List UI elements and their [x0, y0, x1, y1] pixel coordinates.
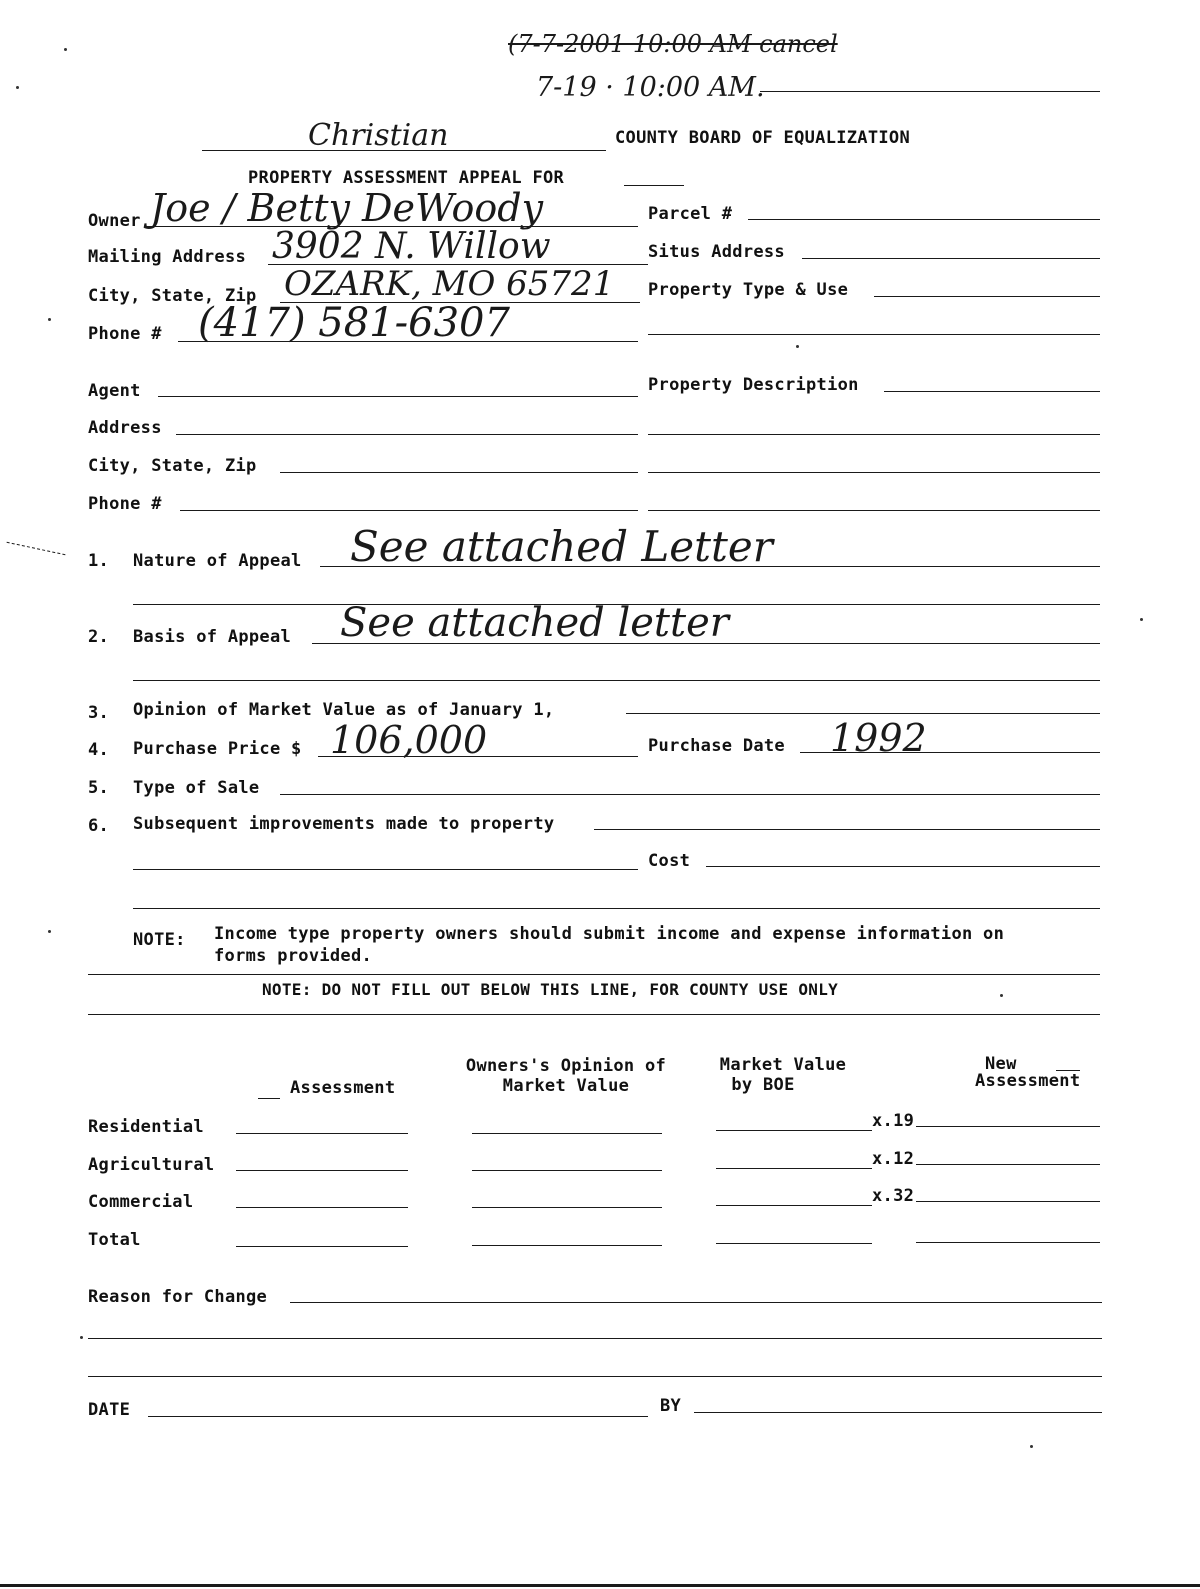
agent-address-line	[176, 434, 638, 435]
agent-line	[158, 396, 638, 397]
note-1-label: NOTE:	[133, 930, 186, 950]
owner-phone-value: (417) 581-6307	[198, 300, 510, 346]
item-6-number: 6.	[88, 816, 110, 836]
purchase-date-line	[800, 752, 1100, 753]
row-residential-assessment-line	[236, 1133, 408, 1134]
row-total-label: Total	[88, 1230, 141, 1250]
mailing-address-label: Mailing Address	[88, 247, 247, 267]
parcel-line	[748, 219, 1100, 220]
cost-label: Cost	[648, 851, 691, 871]
nature-of-appeal-line	[320, 566, 1100, 567]
property-extra-line	[648, 334, 1100, 335]
purchase-price-value: 106,000	[330, 718, 488, 762]
row-total-opinion-line	[472, 1245, 662, 1246]
owner-city-label: City, State, Zip	[88, 286, 257, 306]
mailing-address-value: 3902 N. Willow	[272, 226, 551, 267]
owner-value: Joe / Betty DeWoody	[150, 186, 544, 230]
reason-for-change-line	[290, 1302, 1102, 1303]
struck-hearing-note: (7-7-2001 10:00 AM cancel	[508, 30, 838, 58]
purchase-price-label: Purchase Price $	[133, 739, 302, 759]
county-use-divider-bottom	[88, 1014, 1100, 1015]
county-name-line	[202, 150, 606, 151]
form-title-line	[624, 185, 684, 186]
parcel-label: Parcel #	[648, 204, 733, 224]
agent-city-label: City, State, Zip	[88, 456, 257, 476]
county-use-divider-top	[88, 974, 1100, 975]
row-commercial-factor: x.32	[872, 1186, 915, 1206]
row-agricultural-label: Agricultural	[88, 1155, 215, 1175]
improvements-line	[594, 829, 1100, 830]
property-description-line-4	[648, 510, 1100, 511]
improvements-line-3	[133, 908, 1100, 909]
scan-speck	[48, 930, 51, 933]
item-5-number: 5.	[88, 778, 110, 798]
nature-of-appeal-label: Nature of Appeal	[133, 551, 302, 571]
property-type-label: Property Type & Use	[648, 280, 849, 300]
row-total-assessment-line	[236, 1246, 408, 1247]
row-commercial-new-line	[916, 1201, 1100, 1202]
scan-speck	[64, 48, 67, 51]
scan-speck	[80, 1336, 83, 1339]
row-commercial-opinion-line	[472, 1207, 662, 1208]
purchase-date-label: Purchase Date	[648, 736, 785, 756]
item-4-number: 4.	[88, 740, 110, 760]
property-type-line	[874, 296, 1100, 297]
agent-phone-label: Phone #	[88, 494, 162, 514]
purchase-price-line	[318, 756, 638, 757]
type-of-sale-label: Type of Sale	[133, 778, 260, 798]
basis-of-appeal-line-2	[133, 680, 1100, 681]
reason-for-change-line-2	[88, 1338, 1102, 1339]
by-label: BY	[660, 1396, 682, 1416]
nature-of-appeal-value: See attached Letter	[350, 522, 773, 571]
col-boe-header-2: by BOE	[731, 1075, 795, 1095]
row-total-boe-line	[716, 1243, 872, 1244]
reason-for-change-line-3	[88, 1376, 1102, 1377]
situs-address-label: Situs Address	[648, 242, 785, 262]
row-residential-boe-line	[716, 1130, 872, 1131]
col-opinion-header-1: Owners's Opinion of	[465, 1056, 667, 1076]
row-total-new-line	[916, 1242, 1100, 1243]
scan-speck	[1030, 1445, 1033, 1448]
type-of-sale-line	[280, 794, 1100, 795]
owner-phone-line	[178, 341, 638, 342]
assessment-check-line	[258, 1098, 280, 1099]
row-agricultural-assessment-line	[236, 1170, 408, 1171]
form-title: PROPERTY ASSESSMENT APPEAL FOR	[248, 168, 565, 188]
purchase-date-value: 1992	[830, 716, 927, 760]
situs-address-line	[802, 258, 1100, 259]
date-label: DATE	[88, 1400, 131, 1420]
item-2-number: 2.	[88, 627, 110, 647]
improvements-label: Subsequent improvements made to property	[133, 814, 555, 834]
row-commercial-boe-line	[716, 1205, 872, 1206]
opinion-of-value-label: Opinion of Market Value as of January 1,	[133, 700, 555, 720]
county-use-note: NOTE: DO NOT FILL OUT BELOW THIS LINE, FOR COUNTY USE ONLY	[262, 980, 839, 999]
row-agricultural-new-line	[916, 1164, 1100, 1165]
col-assessment-header: Assessment	[290, 1078, 396, 1098]
col-new-header-1: New	[985, 1054, 1017, 1074]
county-name: Christian	[308, 118, 449, 153]
agent-city-line	[280, 472, 638, 473]
owner-label: Owner	[88, 211, 141, 231]
scan-mark	[7, 542, 66, 555]
property-description-line-2	[648, 434, 1100, 435]
row-agricultural-factor: x.12	[872, 1149, 915, 1169]
basis-of-appeal-label: Basis of Appeal	[133, 627, 292, 647]
item-1-number: 1.	[88, 551, 110, 571]
agent-address-label: Address	[88, 418, 162, 438]
note-1-line-1: Income type property owners should submit income and expense information on	[214, 924, 1005, 944]
col-opinion-header-2: Market Value	[502, 1076, 630, 1096]
page-bottom-edge	[0, 1584, 1200, 1587]
reason-for-change-label: Reason for Change	[88, 1287, 268, 1307]
scan-speck	[796, 345, 799, 348]
agent-label: Agent	[88, 381, 141, 401]
by-line	[694, 1412, 1102, 1413]
row-agricultural-boe-line	[716, 1168, 872, 1169]
opinion-of-value-line	[626, 713, 1100, 714]
agent-phone-line	[180, 510, 638, 511]
cost-line	[706, 866, 1100, 867]
row-residential-label: Residential	[88, 1117, 204, 1137]
improvements-line-2	[133, 869, 638, 870]
note-1-line-2: forms provided.	[214, 946, 373, 966]
row-residential-opinion-line	[472, 1133, 662, 1134]
col-boe-header-1: Market Value	[719, 1055, 847, 1075]
basis-of-appeal-value: See attached letter	[340, 600, 729, 646]
property-description-line	[884, 391, 1100, 392]
board-title: COUNTY BOARD OF EQUALIZATION	[615, 128, 910, 148]
row-agricultural-opinion-line	[472, 1170, 662, 1171]
col-new-header-2: Assessment	[975, 1071, 1081, 1091]
scan-speck	[16, 86, 19, 89]
row-residential-factor: x.19	[872, 1111, 915, 1131]
hearing-time: 7-19 · 10:00 AM.	[536, 72, 765, 103]
owner-city-value: OZARK, MO 65721	[284, 264, 615, 304]
scan-speck	[1000, 994, 1003, 997]
row-commercial-label: Commercial	[88, 1192, 194, 1212]
row-commercial-assessment-line	[236, 1207, 408, 1208]
property-description-label: Property Description	[648, 375, 859, 395]
scan-speck	[48, 318, 51, 321]
date-line	[148, 1416, 648, 1417]
hearing-time-line	[760, 91, 1100, 92]
property-description-line-3	[648, 472, 1100, 473]
basis-of-appeal-line	[312, 643, 1100, 644]
scan-speck	[1140, 618, 1143, 621]
owner-phone-label: Phone #	[88, 324, 162, 344]
row-residential-new-line	[916, 1126, 1100, 1127]
item-3-number: 3.	[88, 703, 110, 723]
